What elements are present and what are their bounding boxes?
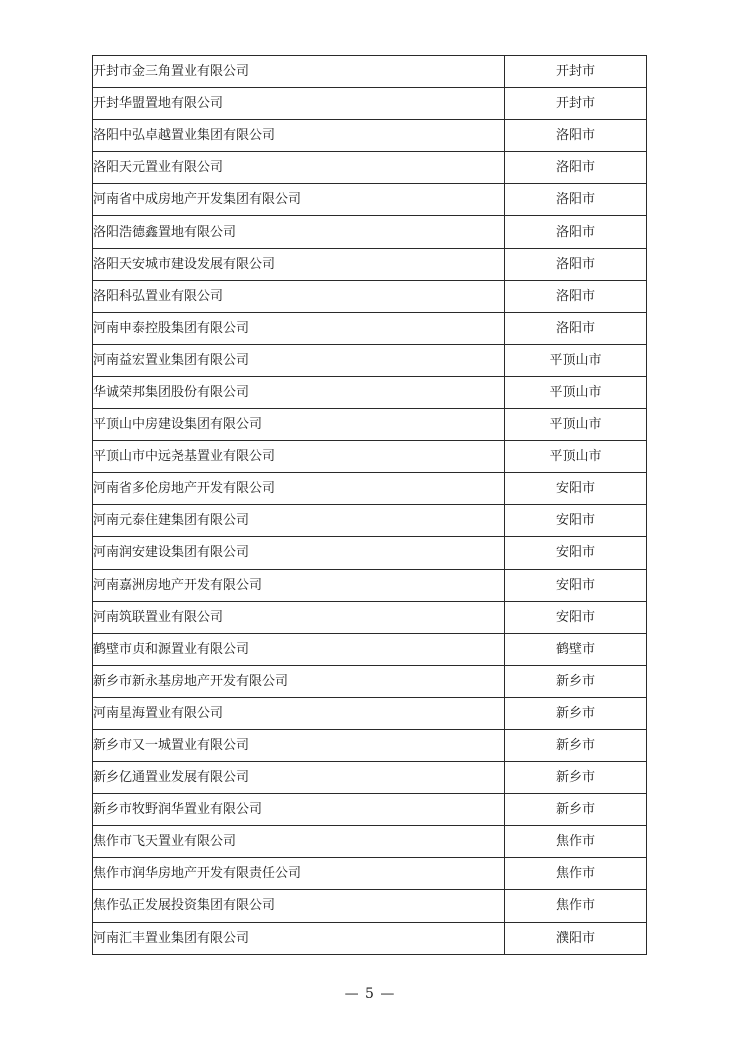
company-name-cell: 新乡市新永基房地产开发有限公司 <box>93 665 505 697</box>
company-name-cell: 河南元泰住建集团有限公司 <box>93 505 505 537</box>
city-cell: 新乡市 <box>505 794 647 826</box>
table-row <box>93 569 647 601</box>
table-row <box>93 826 647 858</box>
city-cell: 濮阳市 <box>505 922 647 954</box>
table-row <box>93 601 647 633</box>
city-cell: 焦作市 <box>505 858 647 890</box>
company-name-cell: 河南筑联置业有限公司 <box>93 601 505 633</box>
city-cell: 开封市 <box>505 56 647 88</box>
company-name-cell: 洛阳科弘置业有限公司 <box>93 280 505 312</box>
table-row <box>93 409 647 441</box>
city-cell: 鹤壁市 <box>505 633 647 665</box>
city-cell: 安阳市 <box>505 569 647 601</box>
city-cell: 洛阳市 <box>505 248 647 280</box>
city-cell: 安阳市 <box>505 537 647 569</box>
city-cell: 洛阳市 <box>505 216 647 248</box>
table-row <box>93 376 647 408</box>
page-number: — 5 — <box>344 986 396 1002</box>
city-cell: 洛阳市 <box>505 120 647 152</box>
table-row <box>93 216 647 248</box>
city-cell: 安阳市 <box>505 601 647 633</box>
city-cell: 安阳市 <box>505 505 647 537</box>
company-name-cell: 洛阳中弘卓越置业集团有限公司 <box>93 120 505 152</box>
city-cell: 洛阳市 <box>505 280 647 312</box>
table-row <box>93 473 647 505</box>
city-cell: 平顶山市 <box>505 441 647 473</box>
table-row <box>93 729 647 761</box>
city-cell: 新乡市 <box>505 697 647 729</box>
company-name-cell: 河南省多伦房地产开发有限公司 <box>93 473 505 505</box>
company-list-table-container <box>92 55 646 955</box>
table-row <box>93 280 647 312</box>
city-cell: 焦作市 <box>505 890 647 922</box>
table-row <box>93 762 647 794</box>
company-name-cell: 华诚荣邦集团股份有限公司 <box>93 376 505 408</box>
city-cell: 新乡市 <box>505 762 647 794</box>
table-row <box>93 152 647 184</box>
table-row <box>93 120 647 152</box>
city-cell: 安阳市 <box>505 473 647 505</box>
company-name-cell: 开封市金三角置业有限公司 <box>93 56 505 88</box>
company-name-cell: 河南润安建设集团有限公司 <box>93 537 505 569</box>
city-cell: 平顶山市 <box>505 376 647 408</box>
company-list-table <box>92 55 647 955</box>
company-name-cell: 鹤壁市贞和源置业有限公司 <box>93 633 505 665</box>
table-row <box>93 312 647 344</box>
company-name-cell: 河南益宏置业集团有限公司 <box>93 344 505 376</box>
company-name-cell: 开封华盟置地有限公司 <box>93 88 505 120</box>
table-row <box>93 441 647 473</box>
city-cell: 洛阳市 <box>505 152 647 184</box>
city-cell: 洛阳市 <box>505 184 647 216</box>
company-name-cell: 焦作弘正发展投资集团有限公司 <box>93 890 505 922</box>
table-row <box>93 248 647 280</box>
table-row <box>93 665 647 697</box>
company-name-cell: 洛阳天元置业有限公司 <box>93 152 505 184</box>
table-row <box>93 505 647 537</box>
table-row <box>93 344 647 376</box>
table-row <box>93 890 647 922</box>
company-name-cell: 新乡亿通置业发展有限公司 <box>93 762 505 794</box>
city-cell: 洛阳市 <box>505 312 647 344</box>
company-name-cell: 河南申泰控股集团有限公司 <box>93 312 505 344</box>
company-name-cell: 新乡市牧野润华置业有限公司 <box>93 794 505 826</box>
company-name-cell: 焦作市润华房地产开发有限责任公司 <box>93 858 505 890</box>
table-row <box>93 184 647 216</box>
table-row <box>93 537 647 569</box>
city-cell: 开封市 <box>505 88 647 120</box>
company-name-cell: 焦作市飞天置业有限公司 <box>93 826 505 858</box>
table-row <box>93 56 647 88</box>
city-cell: 新乡市 <box>505 729 647 761</box>
table-body <box>93 56 647 955</box>
table-row <box>93 633 647 665</box>
company-name-cell: 河南省中成房地产开发集团有限公司 <box>93 184 505 216</box>
city-cell: 平顶山市 <box>505 344 647 376</box>
city-cell: 焦作市 <box>505 826 647 858</box>
city-cell: 平顶山市 <box>505 409 647 441</box>
table-row <box>93 697 647 729</box>
city-cell: 新乡市 <box>505 665 647 697</box>
table-row <box>93 88 647 120</box>
company-name-cell: 河南汇丰置业集团有限公司 <box>93 922 505 954</box>
table-row <box>93 858 647 890</box>
company-name-cell: 新乡市又一城置业有限公司 <box>93 729 505 761</box>
table-row <box>93 922 647 954</box>
company-name-cell: 洛阳天安城市建设发展有限公司 <box>93 248 505 280</box>
company-name-cell: 平顶山市中远尧基置业有限公司 <box>93 441 505 473</box>
company-name-cell: 河南星海置业有限公司 <box>93 697 505 729</box>
company-name-cell: 河南嘉洲房地产开发有限公司 <box>93 569 505 601</box>
company-name-cell: 洛阳浩德鑫置地有限公司 <box>93 216 505 248</box>
table-row <box>93 794 647 826</box>
company-name-cell: 平顶山中房建设集团有限公司 <box>93 409 505 441</box>
